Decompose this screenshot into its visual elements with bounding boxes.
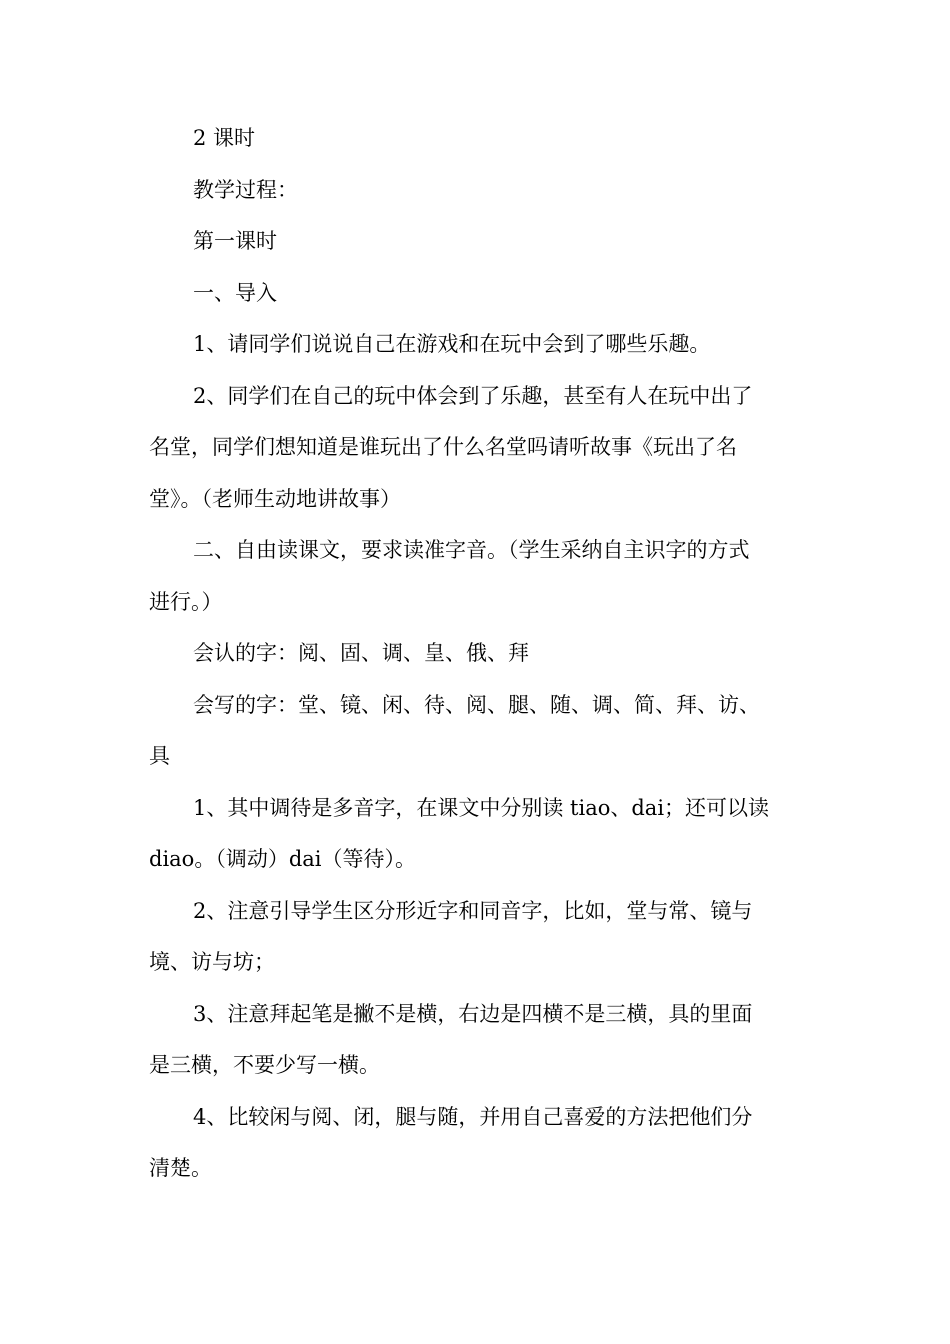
text-line: 具 bbox=[149, 744, 170, 768]
text-line: 一、导入 bbox=[193, 280, 277, 305]
text-line: 会写的字：堂、镜、闲、待、阅、腿、随、调、简、拜、访、 bbox=[193, 692, 760, 717]
text-line: 会认的字：阅、固、调、皇、俄、拜 bbox=[193, 641, 529, 665]
document-body bbox=[149, 113, 801, 1195]
text-line: 1、请同学们说说自己在游戏和在玩中会到了哪些乐趣。 bbox=[193, 332, 711, 356]
text-line: 进行。） bbox=[149, 589, 223, 614]
text-line: 境、访与坊； bbox=[149, 950, 275, 974]
text-line: 二、自由读课文，要求读准字音。（学生采纳自主识字的方式 bbox=[193, 538, 750, 562]
text-line: 3、注意拜起笔是撇不是横，右边是四横不是三横，具的里面 bbox=[193, 1001, 753, 1026]
text-line: 2、注意引导学生区分形近字和同音字，比如，堂与常、镜与 bbox=[193, 898, 753, 923]
text-line: 堂》。（老师生动地讲故事） bbox=[149, 486, 401, 511]
text-line: 清楚。 bbox=[149, 1156, 212, 1180]
text-line: 4、比较闲与阅、闭，腿与随，并用自己喜爱的方法把他们分 bbox=[193, 1104, 753, 1129]
text-line: 是三横，不要少写一横。 bbox=[149, 1053, 380, 1077]
text-line: 2 课时 bbox=[193, 126, 256, 150]
text-line: 1、其中调待是多音字，在课文中分别读 tiao、dai；还可以读 bbox=[193, 795, 770, 820]
text-line: 第一课时 bbox=[193, 229, 277, 253]
text-line: 教学过程： bbox=[193, 177, 298, 202]
text-line: diao。（调动）dai（等待）。 bbox=[149, 847, 417, 871]
text-line: 名堂，同学们想知道是谁玩出了什么名堂吗请听故事《玩出了名 bbox=[149, 435, 737, 459]
text-line: 2、同学们在自己的玩中体会到了乐趣，甚至有人在玩中出了 bbox=[193, 383, 753, 408]
